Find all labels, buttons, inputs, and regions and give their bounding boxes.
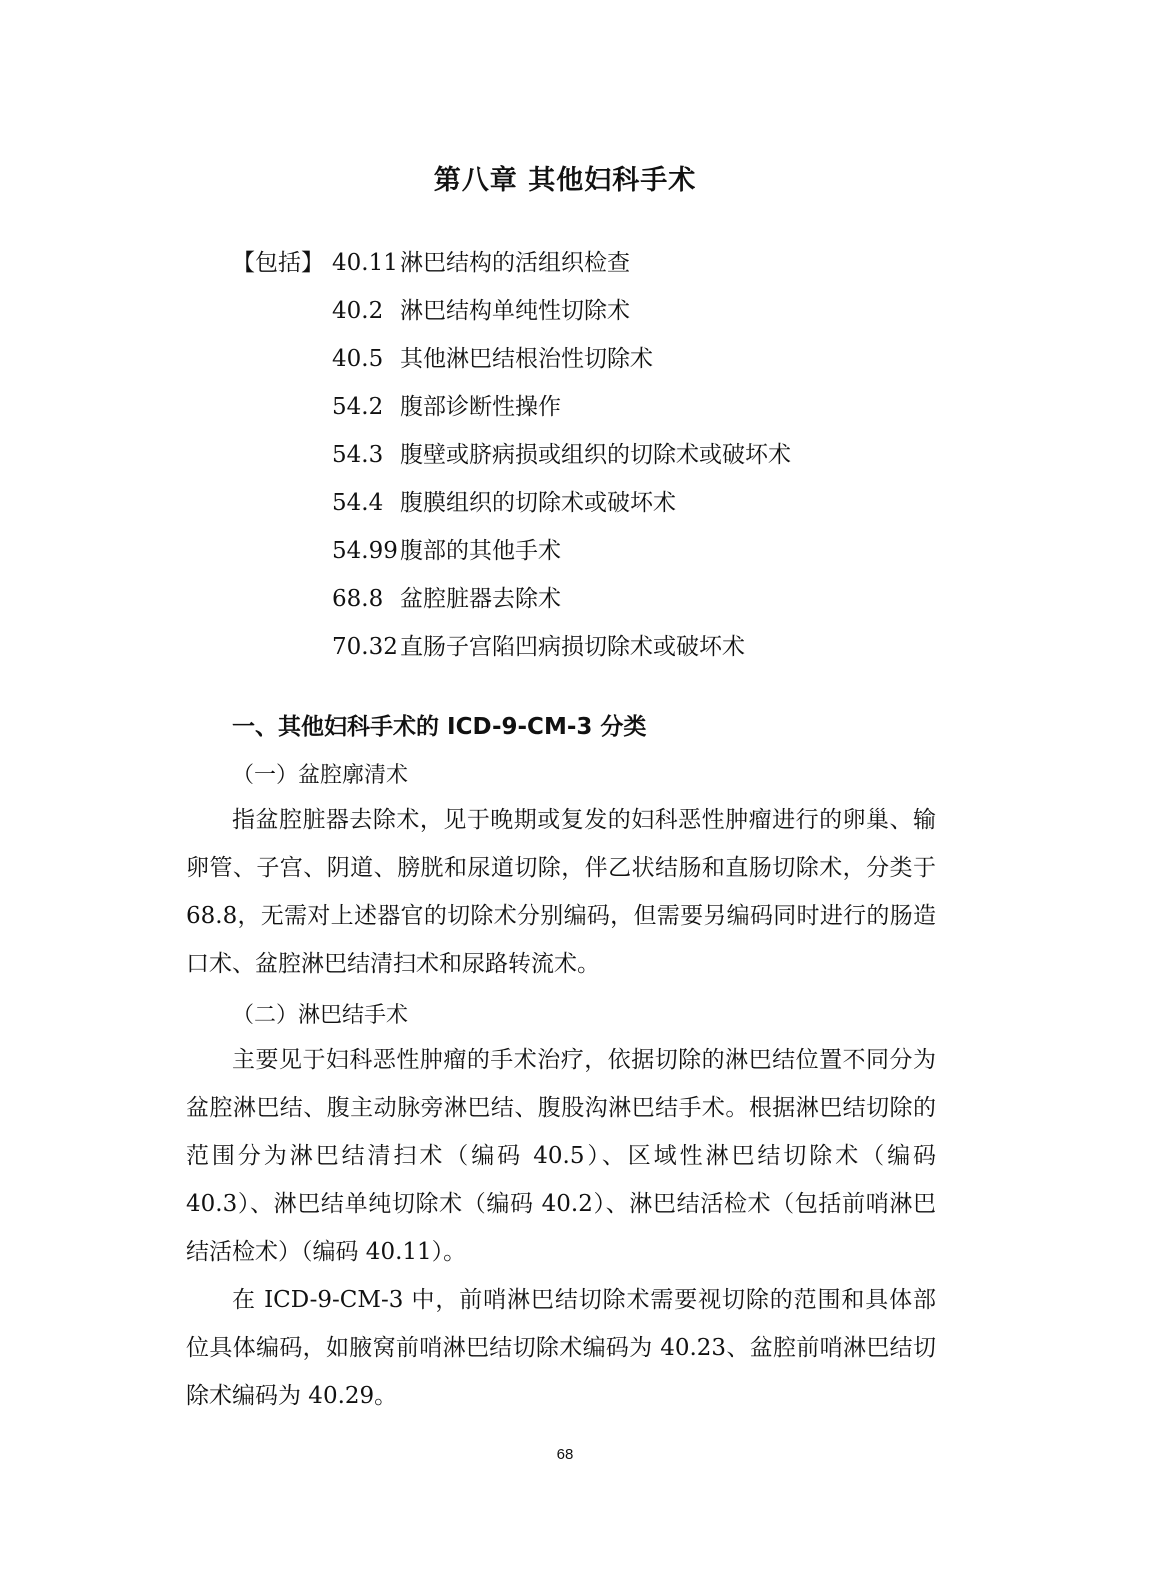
- procedure-name: 腹膜组织的切除术或破坏术: [400, 490, 676, 516]
- procedure-code: 54.4: [332, 490, 384, 516]
- include-label: 【包括】: [232, 250, 324, 276]
- include-item: [332, 292, 791, 340]
- procedure-name: 其他淋巴结根治性切除术: [400, 346, 653, 372]
- paragraph-sentinel-lymph-node: 在 ICD-9-CM-3 中，前哨淋巴结切除术需要视切除的范围和具体部位具体编码，如腋窝前哨淋巴结切除术编码为 40.23、盆腔前哨淋巴结切除术编码为 40.29。: [186, 1287, 936, 1409]
- include-item: [332, 628, 791, 676]
- procedure-name: 腹部的其他手术: [400, 538, 561, 564]
- procedure-code: 40.11: [332, 250, 398, 276]
- procedure-code: 70.32: [332, 634, 398, 660]
- section-heading: 一、其他妇科手术的 ICD-9-CM-3 分类: [232, 714, 647, 740]
- include-item: [332, 580, 791, 628]
- procedure-name: 盆腔脏器去除术: [400, 586, 561, 612]
- procedure-name: 直肠子宫陷凹病损切除术或破坏术: [400, 634, 745, 660]
- include-list: [332, 244, 791, 676]
- include-item: [332, 532, 791, 580]
- procedure-code: 54.3: [332, 442, 384, 468]
- subsection-heading-lymph-node-surgery: （二）淋巴结手术: [232, 1003, 409, 1028]
- paragraph-pelvic-exenteration: 指盆腔脏器去除术，见于晚期或复发的妇科恶性肿瘤进行的卵巢、输卵管、子宫、阴道、膀胱和尿道切除，伴乙状结肠和直肠切除术，分类于 68.8，无需对上述器官的切除术分别编码，但需要另编码同时进行的肠造口术、盆腔淋巴结清扫术和尿路转流术。: [186, 807, 936, 977]
- procedure-code: 40.5: [332, 346, 384, 372]
- procedure-code: 54.99: [332, 538, 398, 564]
- include-item: [332, 340, 791, 388]
- paragraph-lymph-node-surgery: 主要见于妇科恶性肿瘤的手术治疗，依据切除的淋巴结位置不同分为盆腔淋巴结、腹主动脉旁淋巴结、腹股沟淋巴结手术。根据淋巴结切除的范围分为淋巴结清扫术（编码 40.5）、区域性淋巴结切除术（编码 40.3）、淋巴结单纯切除术（编码 40.2）、淋巴结活检术（包括前哨淋巴结活检术）（编码 40.11）。: [186, 1047, 936, 1265]
- chapter-title: 第八章 其他妇科手术: [433, 165, 697, 196]
- procedure-name: 淋巴结构单纯性切除术: [400, 298, 630, 324]
- include-item: [332, 388, 791, 436]
- procedure-name: 淋巴结构的活组织检查: [400, 250, 630, 276]
- procedure-code: 54.2: [332, 394, 384, 420]
- subsection-heading-pelvic-exenteration: （一）盆腔廓清术: [232, 763, 409, 788]
- include-item: [332, 244, 791, 292]
- page-number: 68: [556, 1446, 574, 1463]
- procedure-code: 68.8: [332, 586, 384, 612]
- include-item: [332, 484, 791, 532]
- procedure-name: 腹壁或脐病损或组织的切除术或破坏术: [400, 442, 791, 468]
- procedure-name: 腹部诊断性操作: [400, 394, 561, 420]
- include-item: [332, 436, 791, 484]
- procedure-code: 40.2: [332, 298, 384, 324]
